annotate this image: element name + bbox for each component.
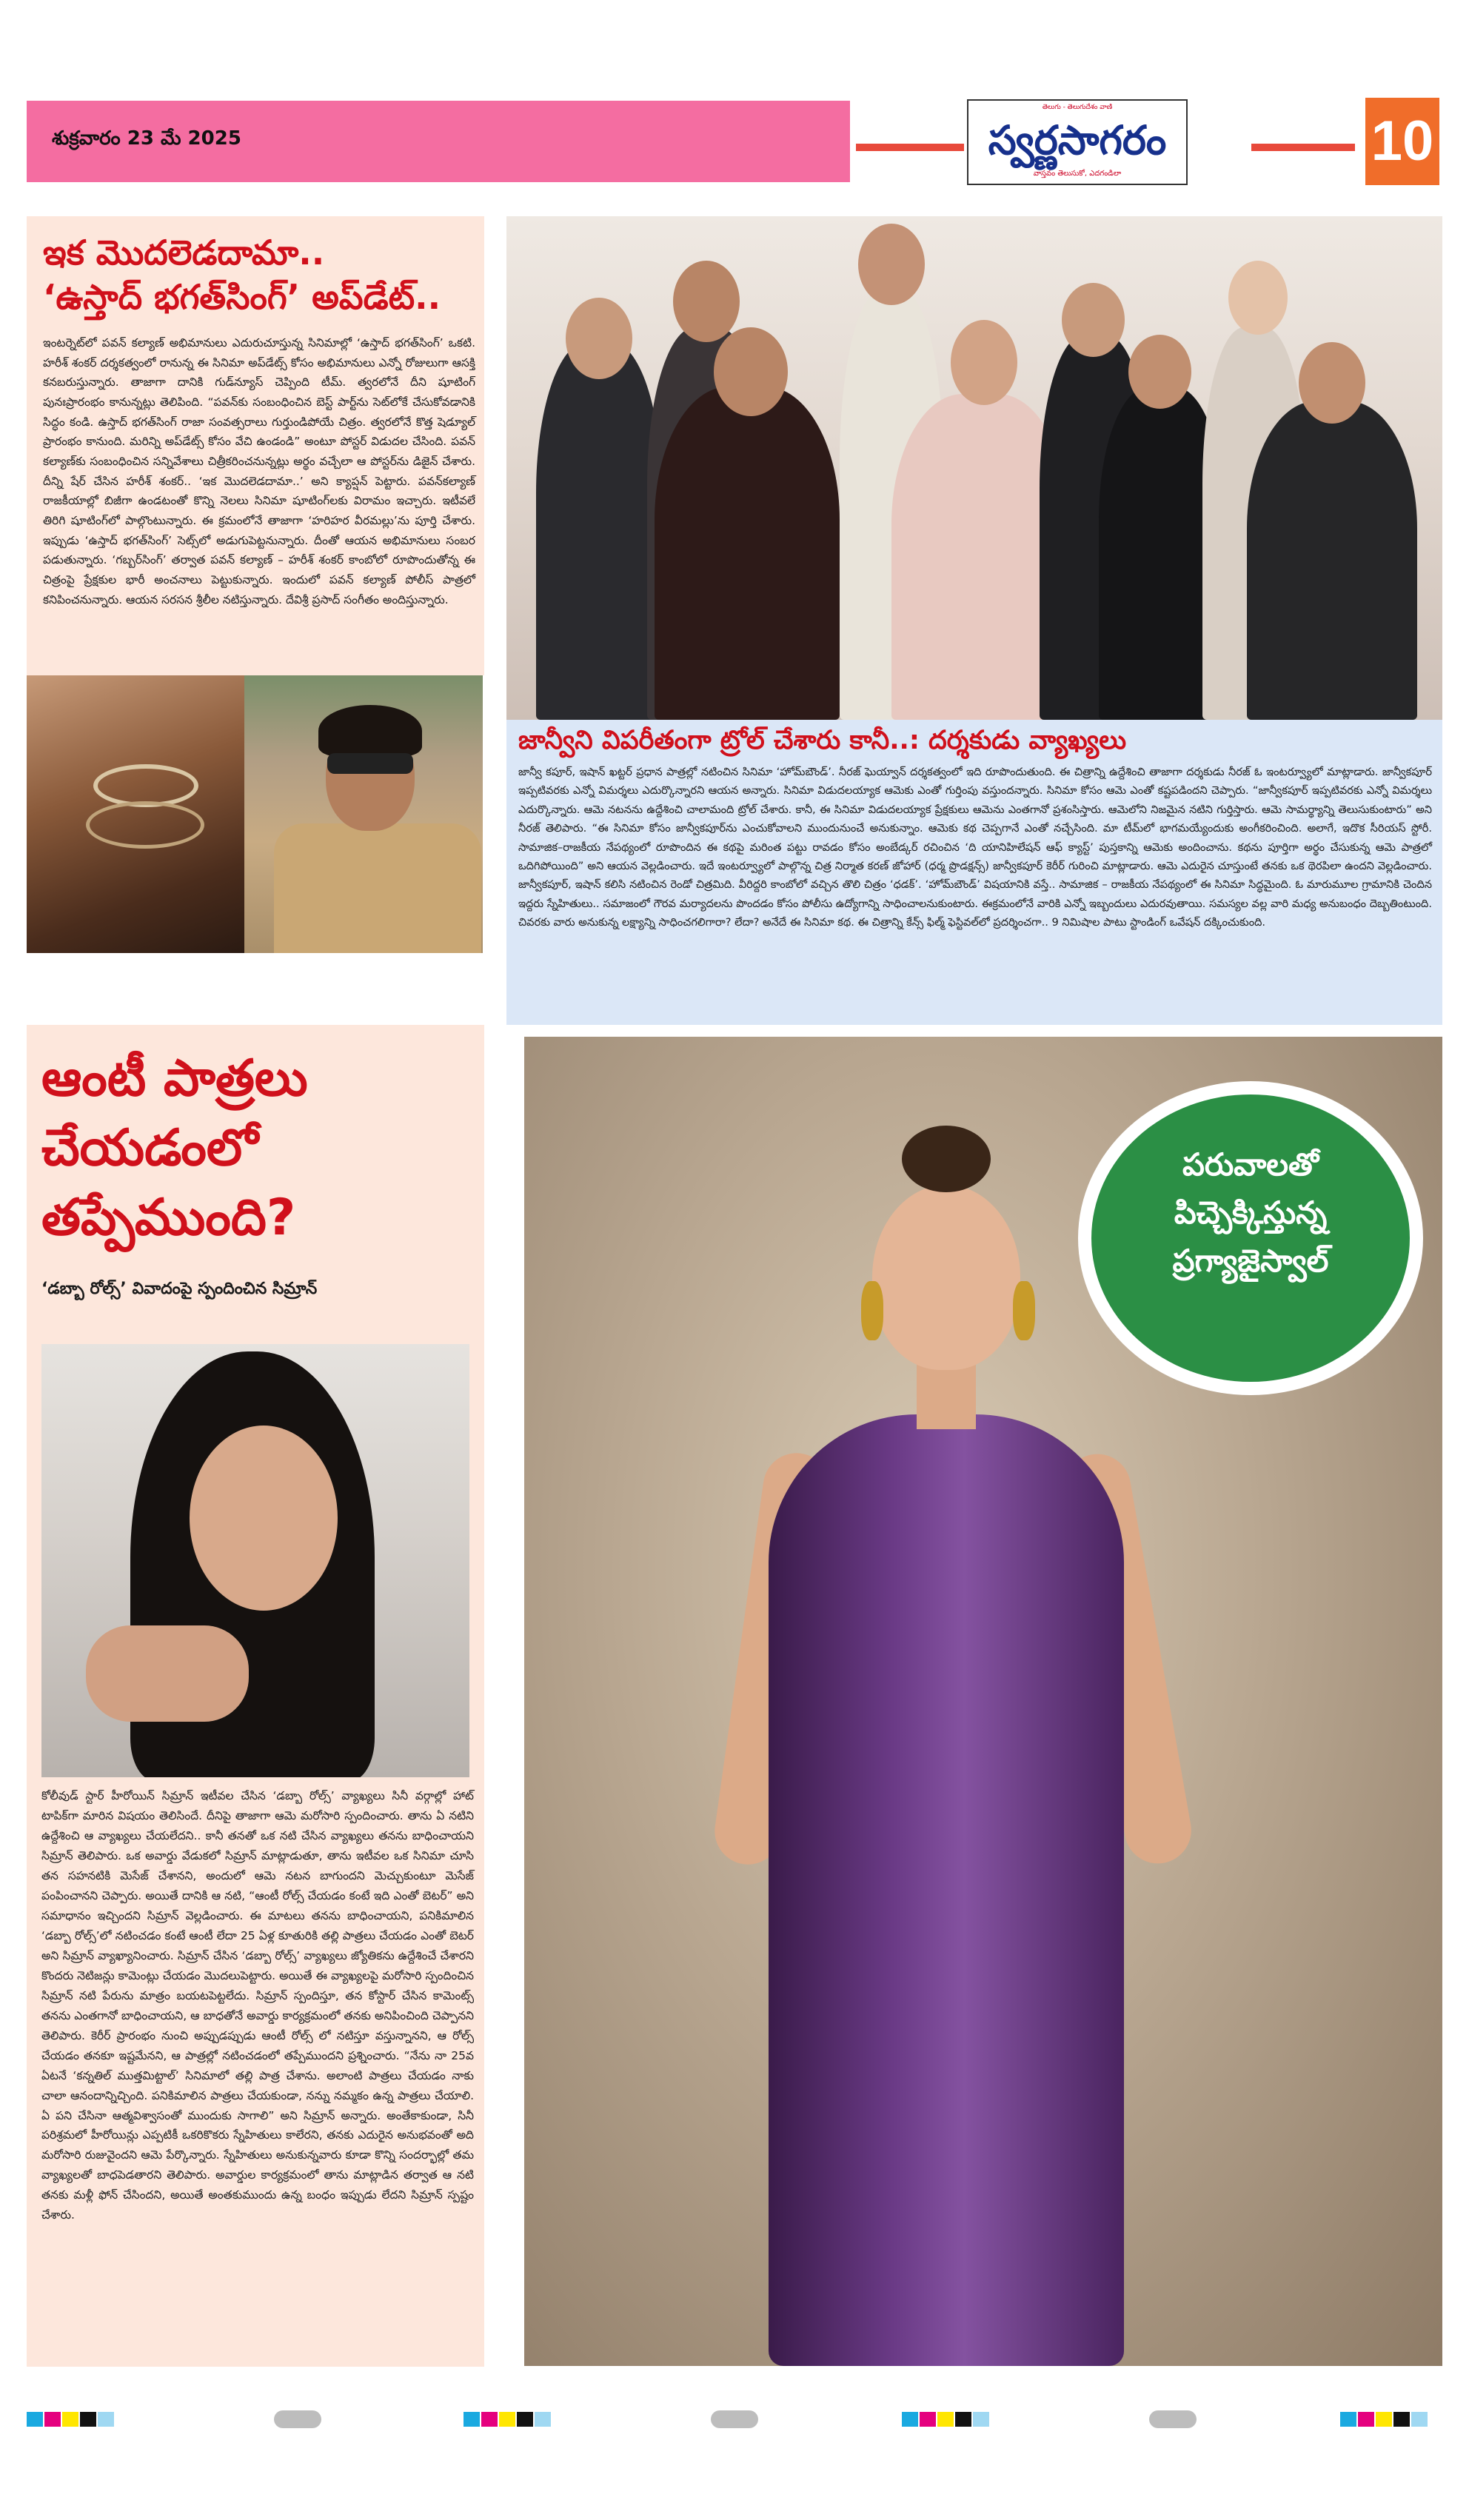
uniform-shape (274, 823, 481, 953)
caption-line3: ప్రగ్యాజైస్వాల్ (1172, 1243, 1329, 1280)
caption-circle (1091, 1094, 1410, 1382)
registration-marks (1340, 2412, 1429, 2427)
issue-date: శుక్రవారం 23 మే 2025 (52, 127, 241, 150)
head-shape (858, 224, 925, 305)
logo-tagline: తెలుగు - తెలుగుదేశం వాణి (1042, 104, 1113, 111)
bracelet-hands-photo (27, 675, 244, 953)
masthead-rule-left (856, 144, 964, 151)
registration-marks (464, 2412, 552, 2427)
bracelet-shape (86, 801, 204, 849)
article3-headline-line3: తప్పేముంది? (41, 1188, 296, 1247)
earring-shape (861, 1281, 883, 1340)
face-shape (190, 1426, 338, 1611)
registration-marks (902, 2412, 991, 2427)
caption-line2: పిచ్చెక్కిస్తున్న (1174, 1194, 1328, 1231)
logo-wordmark: స్వర్ణసాగరం (988, 117, 1167, 164)
logo-subtitle: వాస్తవం తెలుసుకో, ఎదగండిలా (1033, 170, 1122, 178)
article2-headline: జాన్వీని విపరీతంగా ట్రోల్ చేశారు కానీ..: దర్శకుడు వ్యాఖ్యలు (518, 726, 1127, 755)
police-uniform-photo (244, 675, 483, 953)
article3-headline-line2: చేయడంలో (41, 1118, 258, 1177)
gown-shape (769, 1414, 1124, 2366)
article1-body: ఇంటర్నెట్‌లో పవన్ కల్యాణ్ అభిమానులు ఎదురుచూస్తున్న సినిమాల్లో ‘ఉస్తాద్ భగత్‌సింగ్’ ఒకటి. హరీశ్ శంకర్ దర్శకత్వంలో రానున్న ఈ సినిమా అప్‌డేట్స్ కోసం అభిమానులు ఎన్నో రోజులుగా ఆసక్తి కనబరుస్తున్నారు. తాజాగా దానికి గుడ్‌న్యూస్ చెప్పింది టీమ్. త్వరలోనే దీని షూటింగ్ పునఃప్రారంభం కానున్నట్లు తెలిపింది. “పవన్‌కు సంబంధించిన బెస్ట్ పార్ట్‌ను సెట్‌లోకే చేసుకోవడానికి సిద్ధం కండి. ఉస్తాద్ భగత్‌సింగ్ రాజా సంవత్సరాలు గుర్తుండిపోయే చిత్రం. త్వరలోనే కొత్త షెడ్యూల్ ప్రారంభం కానుంది. మరిన్ని అప్‌డేట్స్ కోసం వేచి ఉండండి” అంటూ పోస్టర్ విడుదల చేసింది. పవన్ కల్యాణ్‌కు సంబంధించిన సన్నివేశాలు చిత్రీకరించనున్నట్లు అర్థం వచ్చేలా ఆ పోస్టర్‌ను డిజైన్ చేశారు. దీన్ని షేర్ చేసిన హరీశ్ శంకర్.. ‘ఇక మొదలెడదామా..’ అని క్యాప్షన్ పెట్టారు. పవన్‌కల్యాణ్ రాజకీయాల్లో బిజీగా ఉండటంతో కొన్ని నెలలు సినిమా షూటింగ్‌లకు విరామం ఇచ్చారు. ఇటీవలే తిరిగి షూటింగ్‌లో పాల్గొంటున్నారు. ఈ క్రమంలోనే తాజాగా ‘హరిహర వీరమల్లు’ను పూర్తి చేశారు. ఇప్పుడు ‘ఉస్తాద్ భగత్‌సింగ్’ సెట్స్‌లో అడుగుపెట్టనున్నారు. దీంతో ఆయన అభిమానులు సంబర పడుతున్నారు. ‘గబ్బర్‌సింగ్’ తర్వాత పవన్ కల్యాణ్ – హరీశ్ శంకర్ కాంబోలో రూపొందుతోన్న ఈ చిత్రంపై ప్రేక్షకుల భారీ అంచనాలు పెట్టుకున్నారు. ఇందులో పవన్ కల్యాణ్ పోలీస్ పాత్రలో కనిపించనున్నారు. ఆయన సరసన శ్రీలీల నటిస్తున్నారు. దేవిశ్రీ ప్రసాద్ సంగీతం అందిస్తున్నారు. (43, 336, 475, 606)
masthead-rule-right (1251, 144, 1355, 151)
article1-headline-line1: ఇక మొదలెడదామా.. (43, 233, 325, 273)
head-shape (1062, 283, 1125, 357)
hands-shape (86, 1625, 249, 1722)
face-shape (872, 1185, 1020, 1370)
head-shape (566, 298, 632, 379)
article1-headline (43, 231, 487, 320)
homebound-cast-group-photo (506, 216, 1442, 720)
page-number: 10 (1365, 98, 1439, 185)
article3-headline (41, 1044, 486, 1252)
article3-body: కోలీవుడ్ స్టార్ హీరోయిన్ సిమ్రాన్ ఇటీవల చేసిన ‘డబ్బా రోల్స్’ వ్యాఖ్యలు సినీ వర్గాల్లో హాట్ టాపిక్‌గా మారిన విషయం తెలిసిందే. దీనిపై తాజాగా ఆమె మరోసారి స్పందించారు. తాను ఏ నటిని ఉద్దేశించి ఆ వ్యాఖ్యలు చేయలేదని.. కానీ తనతో ఒక నటి చేసిన వ్యాఖ్యలు తనను బాధించాయని సిమ్రాన్ తెలిపారు. ఒక అవార్డు వేడుకలో సిమ్రాన్ మాట్లాడుతూ, తాను ఇటీవల ఒక సినిమా చూసి తన సహనటికి మెసేజ్ చేశానని, అందులో ఆమె నటన బాగుందని మెచ్చుకుంటూ మెసేజ్ పంపించానని చెప్పారు. అయితే దానికి ఆ నటి, “ఆంటీ రోల్స్ చేయడం కంటే ఇది ఎంతో బెటర్” అని సమాధానం ఇచ్చిందని సిమ్రాన్ వెల్లడించారు. ఈ మాటలు తనను బాధించాయని, పనికిమాలిన ‘డబ్బా రోల్స్’లో నటించడం కంటే ఆంటీ లేదా 25 ఏళ్ల కూతురికి తల్లి పాత్రలు చేయడం ఎంతో బెటర్ అని సిమ్రాన్ వ్యాఖ్యానించారు. సిమ్రాన్ చేసిన ‘డబ్బా రోల్స్’ వ్యాఖ్యలు జ్యోతికను ఉద్దేశించే చేశారని కొందరు నెటిజన్లు కామెంట్లు చేయడం మొదలుపెట్టారు. అయితే ఈ వ్యాఖ్యలపై మరోసారి స్పందించిన సిమ్రాన్ నటి పేరును మాత్రం బయటపెట్టలేదు. సిమ్రాన్ స్పందిస్తూ, తన కోస్టార్ చేసిన కామెంట్స్ తనను ఎంతగానో బాధించాయని, ఆ బాధతోనే అవార్డు కార్యక్రమంలో తనకు అనిపించింది చెప్పానని తెలిపారు. కెరీర్ ప్రారంభం నుంచి అప్పుడప్పుడు ఆంటీ రోల్స్ లో నటిస్తూ వస్తున్నానని, ఆ రోల్స్ చేయడం తనకూ ఇష్టమేనని, ఆ పాత్రల్లో నటించడంలో తప్పేముందని ప్రశ్నించారు. “నేను నా 25వ ఏటనే ‘కన్నతిల్ ముత్తమిట్టాల్’ సినిమాలో తల్లి పాత్ర చేశాను. అలాంటి పాత్రలు చేయడం నాకు చాలా ఆనందాన్నిచ్చింది. పనికిమాలిన పాత్రలు చేయకుండా, నన్ను నమ్మకం ఉన్న పాత్రలు చేయాలి. ఏ పని చేసినా ఆత్మవిశ్వాసంతో ముందుకు సాగాలి” అని సిమ్రాన్ అన్నారు. అంతేకాకుండా, సినీ పరిశ్రమలో హీరోయిన్లు ఎప్పటికీ ఒకరికొకరు స్నేహితులు కాలేరని, తనకు ఎదురైన అనుభవంతో అది మరోసారి రుజువైందని ఆమె పేర్కొన్నారు. స్నేహితులు అనుకున్నవారు కూడా కొన్ని సందర్భాల్లో తమ వ్యాఖ్యలతో బాధపెడతారని తెలిపారు. అవార్డుల కార్యక్రమంలో తాను మాట్లాడిన తర్వాత ఆ నటి తనకు మళ్లీ ఫోన్ చేసిందని, అయితే అంతకుముందు ఉన్న బంధం ఇప్పుడు లేదని సిమ్రాన్ స్పష్టం చేశారు. (41, 1789, 474, 2222)
head-shape (1299, 342, 1365, 424)
hair-bun-shape (902, 1126, 991, 1192)
registration-pill (274, 2410, 321, 2428)
head-shape (1228, 261, 1288, 335)
figure-shape (536, 342, 662, 720)
article1-headline-line2: ‘ఉస్తాద్ భగత్‌సింగ్’ అప్‌డేట్.. (43, 276, 441, 317)
registration-marks (27, 2412, 116, 2427)
head-shape (951, 320, 1017, 405)
simran-portrait-photo (41, 1344, 469, 1777)
article2-body: జాన్వీ కపూర్, ఇషాన్ ఖట్టర్ ప్రధాన పాత్రల్లో నటించిన సినిమా ‘హోమ్‌బౌండ్’. నీరజ్ ఘెయ్వాన్ దర్శకత్వంలో ఇది రూపొందుతుంది. ఈ చిత్రాన్ని ఉద్దేశించి తాజాగా దర్శకుడు నీరజ్ ఓ ఇంటర్వ్యూలో మాట్లాడారు. జాన్వీకపూర్ ఇప్పటివరకు ఎన్నో విమర్శలు ఎదుర్కొన్నారని ఆయన అన్నారు. సినిమా విడుదలయ్యాక ఆమెకు ఎంతో గుర్తింపు వస్తుందన్నారు. సినిమా కోసం ఆమె ఎంతో కష్టపడిందని చెప్పారు. “జాన్వీకపూర్ ఇప్పటివరకు ఎన్నో విమర్శలు ఎదుర్కొన్నారు. ఆమె నటనను ఉద్దేశించి చాలామంది ట్రోల్ చేశారు. కానీ, ఈ సినిమా విడుదలయ్యాక ప్రేక్షకులు ఆమెను ఎంతగానో ప్రశంసిస్తారు. ఆమెలోని నిజమైన నటిని గుర్తిస్తారు. ఆమె సామర్థ్యాన్ని తెలుసుకుంటారు” అని నీరజ్ తెలిపారు. “ఈ సినిమా కోసం జాన్వీకపూర్‌ను ఎంచుకోవాలని ముందునుంచే అనుకున్నాం. ఆమెకు కథ చెప్పగానే ఎంతో నచ్చేసింది. మా టీమ్‌లో భాగమయ్యేందుకు అంగీకరించింది. అలాగే, ఇదొక సీరియస్ స్టోరీ. సామాజిక–రాజకీయ నేపథ్యంలో రూపొందిన ఈ కథపై మరింత పట్టు రావడం కోసం అంబేడ్కర్ రచించిన ‘ది యానిహిలేషన్ ఆఫ్ క్యాస్ట్’ పుస్తకాన్ని ఆమెకు అందించాను. కథను పూర్తిగా అర్థం చేసుకున్న ఆమె పాత్రలో ఒదిగిపోయింది” అని ఆయన వెల్లడించారు. ఇదే ఇంటర్వ్యూలో పాల్గొన్న చిత్ర నిర్మాత కరణ్ జోహార్ (ధర్మ ప్రొడక్షన్స్) జాన్వీకపూర్ కెరీర్ గురించి మాట్లాడారు. ఆమె ఎదురైన చూస్తుంటే తనకు ఒక థెరపిలా ఉందని వెల్లడించారు. జాన్వీకపూర్, ఇషాన్ కలిసి నటించిన రెండో చిత్రమిది. వీరిద్దరి కాంబోలో వచ్చిన తొలి చిత్రం ‘ధడక్’. ‘హోమ్‌బౌండ్’ విషయానికి వస్తే.. సామాజిక – రాజకీయ నేపథ్యంలో ఈ సినిమా సిద్ధమైంది. ఓ మారుమూల గ్రామానికి చెందిన ఇద్దరు స్నేహితులు.. సమాజంలో గౌరవ మర్యాదలను పొందడం కోసం పోలీసు ఉద్యోగాన్ని సాధించాలనుకుంటారు. ఈక్రమంలోనే వారికి ఎన్నో ఇబ్బందులు ఎదురవుతాయి. సమస్యల వల్ల వారి మధ్య అనుబంధం దెబ్బతింటుంది. చివరకు వారు అనుకున్న లక్ష్యాన్ని సాధించగలిగారా? లేదా? అనేదే ఈ సినిమా కథ. ఈ చిత్రాన్ని కేన్స్ ఫిల్మ్ ఫెస్టివల్‌లో ప్రదర్శించగా.. 9 నిమిషాల పాటు స్టాండింగ్ ఒవేషన్ దక్కించుకుంది. (518, 766, 1433, 929)
sunglasses-shape (327, 753, 413, 774)
figure-shape (1247, 401, 1417, 720)
figure-shape (655, 387, 840, 720)
registration-pill (1149, 2410, 1197, 2428)
earring-shape (1013, 1281, 1035, 1340)
head-shape (673, 261, 740, 342)
article3-headline-line1: ఆంటీ పాత్రలు (41, 1049, 308, 1108)
newspaper-logo (967, 99, 1188, 185)
head-shape (1128, 335, 1191, 409)
registration-pill (711, 2410, 758, 2428)
caption-line1: పరువాలతో (1182, 1146, 1319, 1183)
hair-shape (318, 705, 422, 757)
article3-subheadline: ‘డబ్బా రోల్స్’ వివాదంపై స్పందించిన సిమ్రాన్ (41, 1280, 318, 1298)
head-shape (714, 327, 788, 416)
